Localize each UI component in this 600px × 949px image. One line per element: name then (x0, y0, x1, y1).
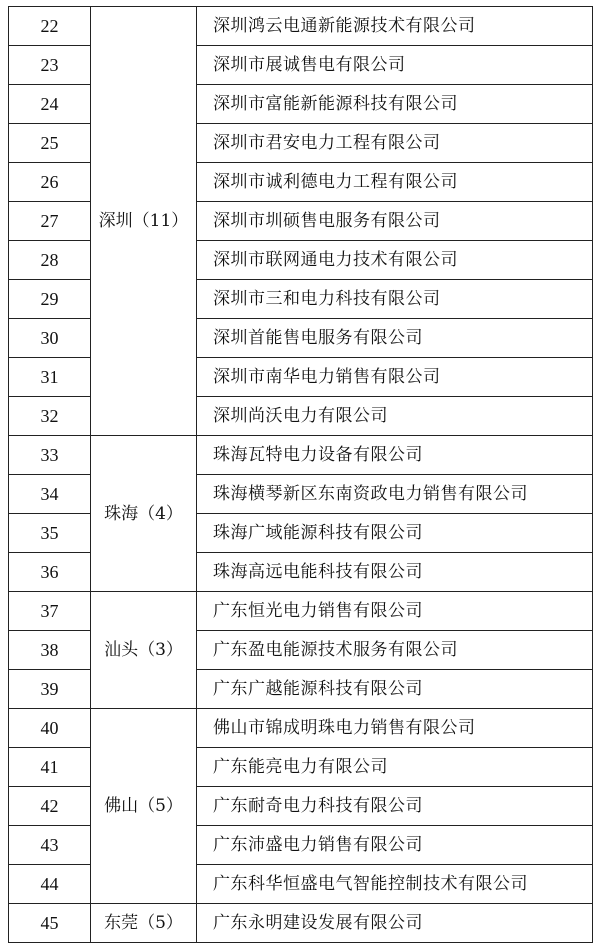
company-name: 广东耐奇电力科技有限公司 (197, 787, 593, 826)
company-name: 深圳市诚利德电力工程有限公司 (197, 163, 593, 202)
row-number: 23 (9, 46, 91, 85)
company-name: 深圳市圳硕售电服务有限公司 (197, 202, 593, 241)
company-name: 广东沛盛电力销售有限公司 (197, 826, 593, 865)
company-name: 深圳市联网通电力技术有限公司 (197, 241, 593, 280)
company-name: 广东永明建设发展有限公司 (197, 904, 593, 943)
company-name: 深圳市南华电力销售有限公司 (197, 358, 593, 397)
row-number: 32 (9, 397, 91, 436)
city-group-cell: 佛山（5） (91, 709, 197, 904)
company-name: 广东盈电能源技术服务有限公司 (197, 631, 593, 670)
company-name: 广东科华恒盛电气智能控制技术有限公司 (197, 865, 593, 904)
row-number: 28 (9, 241, 91, 280)
company-name: 佛山市锦成明珠电力销售有限公司 (197, 709, 593, 748)
company-name: 深圳市三和电力科技有限公司 (197, 280, 593, 319)
row-number: 41 (9, 748, 91, 787)
row-number: 39 (9, 670, 91, 709)
row-number: 40 (9, 709, 91, 748)
city-group-cell: 珠海（4） (91, 436, 197, 592)
row-number: 30 (9, 319, 91, 358)
city-group-cell: 东莞（5） (91, 904, 197, 943)
row-number: 35 (9, 514, 91, 553)
company-name: 深圳市君安电力工程有限公司 (197, 124, 593, 163)
row-number: 36 (9, 553, 91, 592)
row-number: 42 (9, 787, 91, 826)
city-group-cell: 深圳（11） (91, 7, 197, 436)
table-row (9, 7, 593, 46)
row-number: 45 (9, 904, 91, 943)
row-number: 25 (9, 124, 91, 163)
table-row (9, 904, 593, 943)
company-name: 深圳鸿云电通新能源技术有限公司 (197, 7, 593, 46)
company-name: 广东广越能源科技有限公司 (197, 670, 593, 709)
row-number: 44 (9, 865, 91, 904)
row-number: 22 (9, 7, 91, 46)
row-number: 24 (9, 85, 91, 124)
company-name: 珠海横琴新区东南资政电力销售有限公司 (197, 475, 593, 514)
company-name: 珠海瓦特电力设备有限公司 (197, 436, 593, 475)
row-number: 27 (9, 202, 91, 241)
table-row (9, 592, 593, 631)
company-name: 广东能亮电力有限公司 (197, 748, 593, 787)
row-number: 31 (9, 358, 91, 397)
table-body (9, 7, 593, 943)
company-name: 深圳市展诚售电有限公司 (197, 46, 593, 85)
company-name: 珠海广域能源科技有限公司 (197, 514, 593, 553)
company-name: 深圳首能售电服务有限公司 (197, 319, 593, 358)
row-number: 37 (9, 592, 91, 631)
table-row (9, 436, 593, 475)
company-name: 广东恒光电力销售有限公司 (197, 592, 593, 631)
company-name: 深圳市富能新能源科技有限公司 (197, 85, 593, 124)
row-number: 29 (9, 280, 91, 319)
company-name: 珠海高远电能科技有限公司 (197, 553, 593, 592)
row-number: 34 (9, 475, 91, 514)
row-number: 33 (9, 436, 91, 475)
row-number: 38 (9, 631, 91, 670)
company-list-table (8, 6, 593, 943)
row-number: 26 (9, 163, 91, 202)
row-number: 43 (9, 826, 91, 865)
city-group-cell: 汕头（3） (91, 592, 197, 709)
table-row (9, 709, 593, 748)
company-name: 深圳尚沃电力有限公司 (197, 397, 593, 436)
